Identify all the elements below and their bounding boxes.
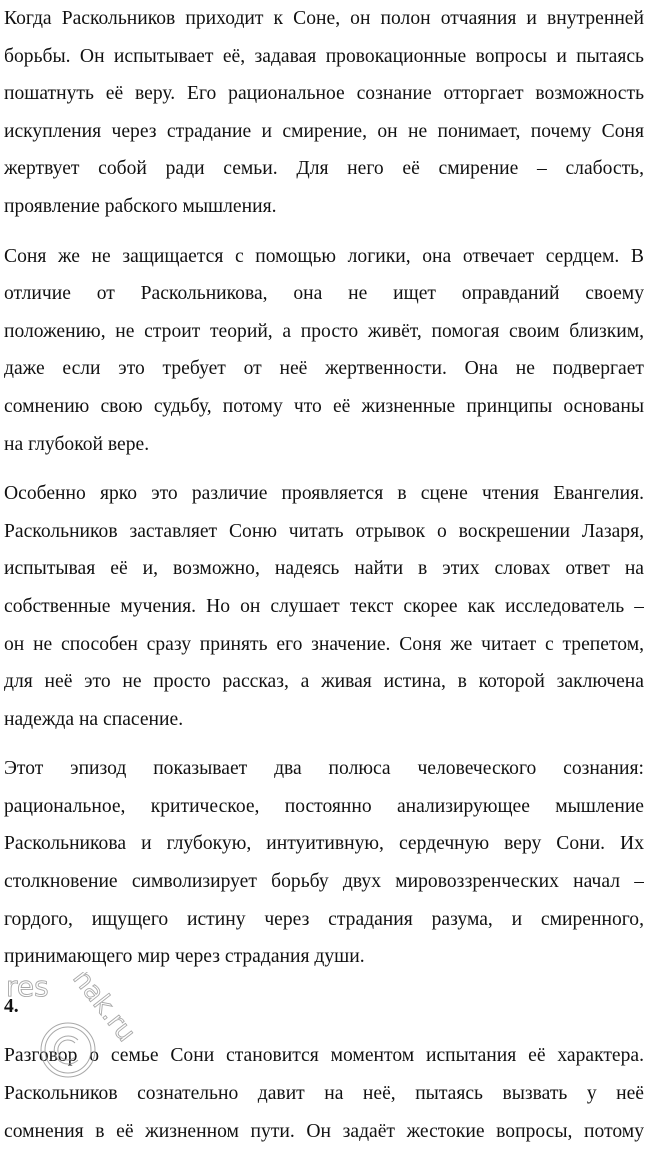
text-line: рациональное, критическое, постоянно анализирующее мышление [4, 795, 644, 817]
text-line: принимающего мир через страдания души. [4, 946, 365, 968]
text-line: гордого, ищущего истину через страдания разума, и смиренного, [4, 908, 644, 930]
text-line: жертвует собой ради семьи. Для него её смирение – слабость, [4, 158, 644, 180]
paragraph-3 [4, 475, 644, 738]
text-line: Соня же не защищается с помощью логики, она отвечает сердцем. В [4, 245, 644, 267]
section-heading: 4. [4, 995, 19, 1017]
text-line: проявление рабского мышления. [4, 195, 277, 217]
svg-text:res: res [6, 972, 49, 1003]
paragraph-2 [4, 238, 644, 464]
text-line: положению, не строит теорий, а просто живёт, помогая своим близким, [4, 320, 644, 342]
text-line: сомнения в её жизненном пути. Он задаёт жестокие вопросы, потому [4, 1120, 644, 1142]
text-line: отличие от Раскольникова, она не ищет оправданий своему [4, 283, 644, 305]
text-line: испытывая её и, возможно, надеясь найти в этих словах ответ на [4, 558, 644, 580]
text-line: борьбы. Он испытывает её, задавая провокационные вопросы и пытаясь [4, 45, 644, 67]
text-line: столкновение символизирует борьбу двух мировоззренческих начал – [4, 871, 644, 893]
text-line: Когда Раскольников приходит к Соне, он полон отчаяния и внутренней [4, 8, 644, 29]
document-page [4, 0, 644, 1162]
text-line: на глубокой вере. [4, 433, 150, 455]
text-line: даже если это требует от неё жертвенности. Она не подвергает [4, 358, 644, 380]
text-line: Особенно ярко это различие проявляется в сцене чтения Евангелия. [4, 483, 644, 505]
text-line: пошатнуть её веру. Его рациональное сознание отторгает возможность [4, 83, 644, 105]
text-line: надежда на спасение. [4, 708, 184, 730]
text-line: для неё это не просто рассказ, а живая истина, в которой заключена [4, 671, 644, 693]
text-line: Разговор о семье Сони становится моментом испытания её характера. [4, 1045, 644, 1067]
text-line: Раскольникова и глубокую, интуитивную, сердечную веру Сони. Их [4, 833, 644, 855]
paragraph-4 [4, 750, 644, 976]
text-line: Раскольников заставляет Соню читать отрывок о воскрешении Лазаря, [4, 520, 644, 542]
text-line: Этот эпизод показывает два полюса человеческого сознания: [4, 758, 644, 780]
text-line: искупления через страдание и смирение, он не понимает, почему Соня [4, 120, 644, 142]
svg-text:hak.ru: hak.ru [66, 972, 142, 1048]
paragraph-1 [4, 0, 644, 226]
section-paragraph [4, 1037, 644, 1150]
text-line: сомнению свою судьбу, потому что её жизненные принципы основаны [4, 395, 644, 417]
text-line: Раскольников сознательно давит на неё, пытаясь вызвать у неё [4, 1083, 644, 1105]
text-line: он не способен сразу принять его значение. Соня же читает с трепетом, [4, 633, 644, 655]
text-line: собственные мучения. Но он слушает текст скорее как исследователь – [4, 595, 644, 617]
